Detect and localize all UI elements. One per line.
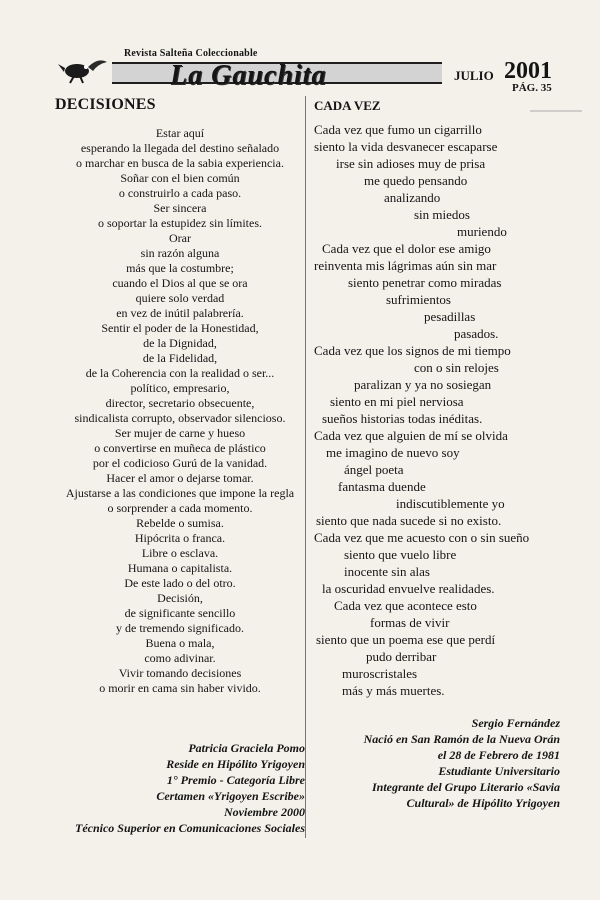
issue-month: JULIO <box>454 68 494 83</box>
credit-line: Certamen «Yrigoyen Escribe» <box>156 789 305 803</box>
poem-line: sin razón alguna <box>140 246 220 260</box>
poem-line: formas de vivir <box>370 615 450 630</box>
column-divider <box>305 96 306 838</box>
poem-line: Hipócrita o franca. <box>134 531 226 545</box>
credit-line: Estudiante Universitario <box>438 764 560 778</box>
poem-line: siento en mi piel nerviosa <box>330 394 464 409</box>
poem-line: Cada vez que el dolor ese amigo <box>322 241 491 256</box>
credit-line: Sergio Fernández <box>471 716 560 730</box>
poem-line: sufrimientos <box>386 292 451 307</box>
poem-line: más que la costumbre; <box>126 261 234 275</box>
credit-line: 1° Premio - Categoría Libre <box>166 773 305 787</box>
poem-line: Estar aquí <box>155 126 205 140</box>
poem-line: de significante sencillo <box>124 606 236 620</box>
magazine-kicker: Revista Salteña Coleccionable <box>124 48 258 59</box>
right-poem-title: CADA VEZ <box>314 98 381 113</box>
poem-line: o marchar en busca de la sabia experiencia. <box>76 156 284 170</box>
credit-line: Patricia Graciela Pomo <box>188 741 305 755</box>
poem-line: indiscutiblemente yo <box>396 496 505 511</box>
poem-line: o soportar la estupidez sin límites. <box>98 216 262 230</box>
poem-line: paralizan y ya no sosiegan <box>354 377 492 392</box>
issue-year: 2001 <box>504 58 552 84</box>
poem-line: Rebelde o sumisa. <box>136 516 224 530</box>
poem-line: sin miedos <box>414 207 470 222</box>
bleed-through-mark <box>530 110 582 122</box>
poem-line: más y más muertes. <box>342 683 445 698</box>
poem-line: Decisión, <box>157 591 203 605</box>
poem-line: o convertirse en muñeca de plástico <box>94 441 266 455</box>
poem-line: muroscristales <box>342 666 418 681</box>
poem-line: Ser mujer de carne y hueso <box>114 426 246 440</box>
poem-line: Cada vez que fumo un cigarrillo <box>314 122 482 137</box>
poem-line: fantasma duende <box>338 479 426 494</box>
poem-line: me quedo pensando <box>364 173 468 188</box>
poem-line: cuando el Dios al que se ora <box>112 276 248 290</box>
poem-line: Ajustarse a las condiciones que impone la regla <box>65 486 295 500</box>
poem-line: Cada vez que alguien de mí se olvida <box>314 428 508 443</box>
poem-line: o morir en cama sin haber vivido. <box>99 681 261 695</box>
poem-line: Vivir tomando decisiones <box>118 666 242 680</box>
poem-line: en vez de inútil palabrería. <box>116 306 244 320</box>
credit-line: el 28 de Febrero de 1981 <box>437 748 560 762</box>
poem-line: pasados. <box>454 326 499 341</box>
poem-line: siento que vuelo libre <box>344 547 457 562</box>
credit-line: Nació en San Ramón de la Nueva Orán <box>363 732 560 746</box>
poem-line: esperando la llegada del destino señalado <box>80 141 280 155</box>
poem-line: Cada vez que los signos de mi tiempo <box>314 343 511 358</box>
page-number: PÁG. 35 <box>512 82 552 94</box>
credit-line: Noviembre 2000 <box>224 805 305 819</box>
poem-line: Ser sincera <box>153 201 207 215</box>
poem-line: reinventa mis lágrimas aún sin mar <box>314 258 497 273</box>
poem-line: político, empresario, <box>130 381 230 395</box>
poem-line: Hacer el amor o dejarse tomar. <box>106 471 254 485</box>
poem-line: la oscuridad envuelve realidades. <box>322 581 495 596</box>
poem-line: analizando <box>384 190 441 205</box>
poem-line: con o sin relojes <box>414 360 499 375</box>
poem-line: de la Fidelidad, <box>142 351 218 365</box>
poem-line: muriendo <box>457 224 507 239</box>
poem-line: De este lado o del otro. <box>124 576 236 590</box>
poem-line: irse sin adioses muy de prisa <box>336 156 486 171</box>
credit-line: Cultural» de Hipólito Yrigoyen <box>406 796 560 810</box>
poem-line: inocente sin alas <box>344 564 430 579</box>
magazine-title: La Gauchita <box>170 60 327 91</box>
left-author-credit <box>55 740 305 836</box>
credit-line: Técnico Superior en Comunicaciones Sociales <box>74 821 305 835</box>
poem-line: siento que nada sucede si no existo. <box>316 513 502 528</box>
poem-line: Cada vez que acontece esto <box>334 598 477 613</box>
poem-line: Libre o esclava. <box>141 546 219 560</box>
poem-line: ángel poeta <box>344 462 404 477</box>
credit-line: Integrante del Grupo Literario «Savia <box>371 780 560 794</box>
poem-line: como adivinar. <box>144 651 216 665</box>
poem-line: Sentir el poder de la Honestidad, <box>101 321 259 335</box>
poem-line: o sorprender a cada momento. <box>107 501 253 515</box>
poem-line: siento penetrar como miradas <box>348 275 502 290</box>
poem-line: quiere solo verdad <box>135 291 225 305</box>
poem-line: o construirlo a cada paso. <box>118 186 242 200</box>
left-poem-title: DECISIONES <box>55 96 156 113</box>
poem-line: y de tremendo significado. <box>116 621 244 635</box>
poem-line: Cada vez que me acuesto con o sin sueño <box>314 530 530 545</box>
poem-line: sindicalista corrupto, observador silencioso. <box>74 411 286 425</box>
poem-line: siento la vida desvanecer escaparse <box>314 139 498 154</box>
poem-line: Soñar con el bien común <box>120 171 240 185</box>
poem-line: Humana o capitalista. <box>127 561 233 575</box>
right-author-credit <box>312 715 560 811</box>
credit-line: Reside en Hipólito Yrigoyen <box>166 757 305 771</box>
poem-line: pesadillas <box>424 309 476 324</box>
poem-line: Buena o mala, <box>145 636 215 650</box>
bird-logo-icon <box>58 54 108 84</box>
poem-line: de la Coherencia con la realidad o ser... <box>85 366 275 380</box>
poem-line: director, secretario obsecuente, <box>105 396 255 410</box>
poem-line: pudo derribar <box>366 649 437 664</box>
poem-line: me imagino de nuevo soy <box>326 445 460 460</box>
poem-line: sueños historias todas inéditas. <box>322 411 483 426</box>
poem-line: de la Dignidad, <box>143 336 217 350</box>
poem-line: Orar <box>169 231 191 245</box>
poem-line: por el codicioso Gurú de la vanidad. <box>92 456 268 470</box>
poem-line: siento que un poema ese que perdí <box>316 632 496 647</box>
